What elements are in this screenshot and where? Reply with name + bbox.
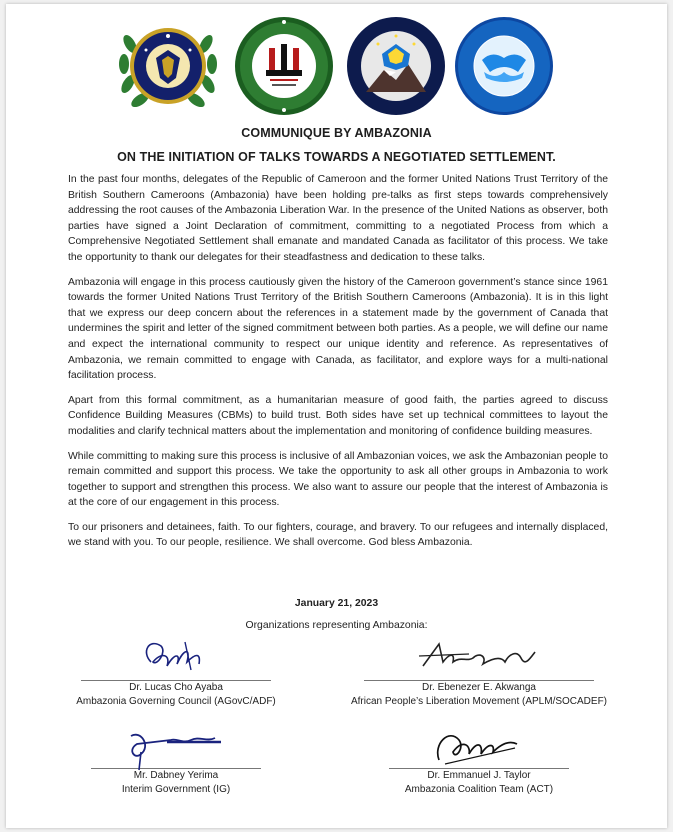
signatory-organization: African People’s Liberation Movement (APLM/SOCADEF) bbox=[350, 696, 608, 707]
document-page bbox=[6, 4, 667, 828]
handwritten-signature bbox=[66, 720, 286, 768]
paragraph: Apart from this formal commitment, as a humanitarian measure of good faith, the parties agreed to discuss Confidence Building Measures (CBMs) to build trust. Both sides have set up technical committees to layout the modalities and clarify technical matters about the implementation and monitoring of confidence building measures. bbox=[68, 394, 608, 437]
aplm-seal-logo bbox=[232, 14, 336, 118]
paragraph: In the past four months, delegates of the Republic of Cameroon and the former United Nations Trust Territory of the British Southern Cameroons (Ambazonia) have been holding pre-talks as first steps towards comprehensively addressing the root causes of the Ambazonia Liberation War. In the presence of the United Nations as observer, both parties have signed a Joint Declaration of commitment, committing to a negotiated Process from which a Comprehensive Negotiated Settlement shall emanate and mandated Canada as facilitator of this process. We take the opportunity to thank our delegates for their steadfastness and dedication to these talks. bbox=[68, 174, 608, 263]
signatory-block bbox=[354, 720, 604, 797]
logo-row bbox=[6, 12, 667, 120]
communique-date: January 21, 2023 bbox=[294, 598, 379, 609]
handwritten-signature bbox=[354, 720, 604, 768]
signatory-name: Mr. Dabney Yerima bbox=[133, 770, 219, 781]
communique-body bbox=[68, 172, 608, 560]
communique-title: COMMUNIQUE BY AMBAZONIA bbox=[241, 126, 432, 140]
handwritten-signature bbox=[46, 632, 306, 680]
signatory-name: Dr. Ebenezer E. Akwanga bbox=[422, 682, 536, 693]
federal-republic-seal-logo bbox=[344, 14, 448, 118]
agovc-seal-logo bbox=[116, 14, 220, 118]
signatory-block bbox=[66, 720, 286, 797]
paragraph: To our prisoners and detainees, faith. To our fighters, courage, and bravery. To our refugees and internally displaced, we stand with you. To our people, resilience. We shall overcome. God bless Ambazonia. bbox=[68, 521, 608, 549]
signatory-block bbox=[46, 632, 306, 709]
act-seal-logo bbox=[452, 14, 556, 118]
communique-subtitle: ON THE INITIATION OF TALKS TOWARDS A NEGOTIATED SETTLEMENT. bbox=[117, 150, 556, 164]
signatory-name: Dr. Emmanuel J. Taylor bbox=[427, 770, 531, 781]
signatory-name: Dr. Lucas Cho Ayaba bbox=[129, 682, 223, 693]
paragraph: Ambazonia will engage in this process cautiously given the history of the Cameroon government’s stance since 1961 towards the former United Nations Trust Territory of the British Southern Cameroons (Ambazonia). It is in this light that we express our deep concern about the references in a statement made by the government of Canada that undermines the spirit and letter of the signed commitment between both parties. As a people, we will define our name and expect the international community to respect our unique identity and reference. As representatives of Ambazonia, we remain committed to engage with Canada, as facilitator, and explore ways for a multi-national facilitation process. bbox=[68, 276, 608, 382]
signatory-block bbox=[324, 632, 634, 709]
paragraph: While committing to making sure this process is inclusive of all Ambazonian voices, we ask the Ambazonian people to remain committed and support this process. We take the opportunity to ask all other groups in Ambazonia to work together to support and strengthen this process. We also want to assure our people that the interest of Ambazonia is at the core of our engagement in this process. bbox=[68, 450, 608, 509]
organizations-label: Organizations representing Ambazonia: bbox=[245, 620, 428, 631]
signatory-organization: Interim Government (IG) bbox=[121, 784, 231, 795]
signatory-organization: Ambazonia Governing Council (AGovC/ADF) bbox=[76, 696, 276, 707]
handwritten-signature bbox=[324, 632, 634, 680]
signatory-organization: Ambazonia Coalition Team (ACT) bbox=[404, 784, 554, 795]
